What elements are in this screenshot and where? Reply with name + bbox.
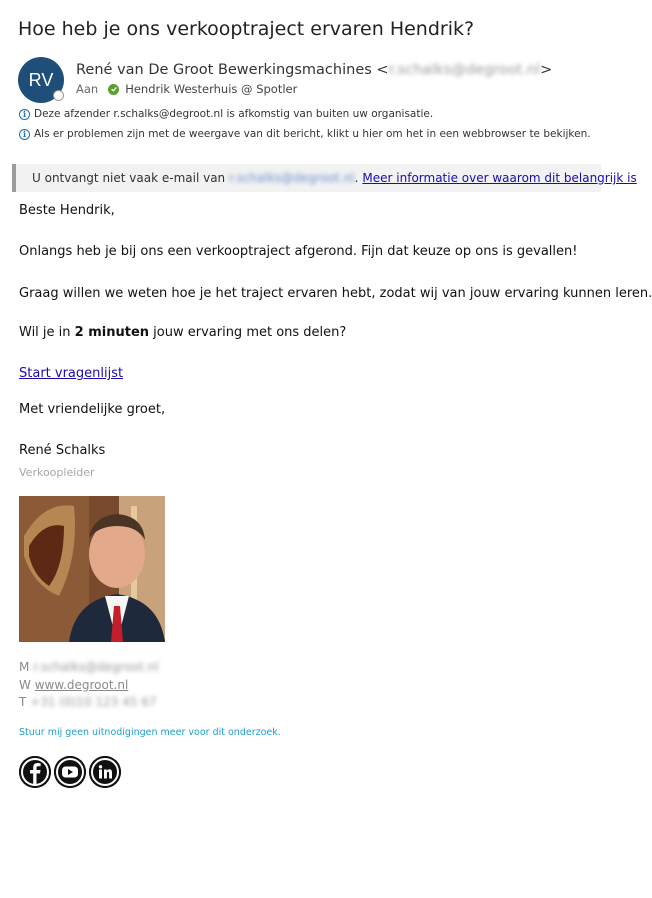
website-label: W [19,678,31,692]
check-icon [108,84,119,95]
contact-phone [19,695,156,709]
signer-role: Verkoopleider [19,466,95,479]
mobile-label: M [19,660,30,674]
first-contact-banner: U ontvangt niet vaak e-mail van r.schalks@degroot.nl . Meer informatie over waarom dit belangrijk is [12,164,601,192]
display-problem-text[interactable]: Als er problemen zijn met de weergave van dit bericht, klikt u hier om het in een webbrowser te bekijken. [34,128,591,140]
body-paragraph-1: Onlangs heb je bij ons een verkooptraject afgerond. Fijn dat keuze op ons is gevallen! [19,244,578,259]
website-link[interactable]: www.degroot.nl [34,678,129,692]
display-problem-notice[interactable] [19,128,591,140]
sender-bracket-close: > [540,62,553,78]
sender-name[interactable]: René van De Groot Bewerkingsmachines [76,62,372,78]
avatar-initials: RV [28,69,54,90]
contact-mobile [19,660,159,674]
mobile-value-masked: r.schalks@degroot.nl [33,660,159,674]
sender-email-masked: r.schalks@degroot.nl [388,62,541,78]
signer-photo [19,496,165,642]
contact-website [19,678,128,692]
presence-status-icon [53,90,64,101]
body-paragraph-2: Graag willen we weten hoe je het traject ervaren hebt, zodat wij van jouw ervaring kunnen leren. [19,286,652,301]
sender-line[interactable] [76,62,552,78]
closing: Met vriendelijke groet, [19,402,166,417]
start-survey-link[interactable]: Start vragenlijst [19,366,124,381]
linkedin-icon[interactable] [89,756,121,788]
recipient-name[interactable]: Hendrik Westerhuis @ Spotler [125,82,298,96]
banner-text: U ontvangt niet vaak e-mail van [32,171,226,185]
phone-label: T [19,695,27,709]
external-sender-notice [19,108,433,120]
phone-value-masked: +31 (0)10 123 45 67 [30,695,157,709]
info-icon: i [19,109,30,120]
p3-after: jouw ervaring met ons delen? [149,325,347,340]
banner-email-masked: r.schalks@degroot.nl [229,171,355,185]
recipient-line [76,82,297,96]
signer-name: René Schalks [19,443,106,458]
email-subject: Hoe heb je ons verkooptraject ervaren Hendrik? [18,18,475,40]
p3-bold: 2 minuten [74,325,150,340]
banner-info-link[interactable]: Meer informatie over waarom dit belangrijk is [362,171,637,185]
facebook-icon[interactable] [19,756,51,788]
body-paragraph-3 [19,325,346,340]
to-label: Aan [76,82,99,96]
cta-wrapper [19,366,123,381]
greeting: Beste Hendrik, [19,203,115,218]
youtube-icon[interactable] [54,756,86,788]
sender-bracket-open: < [376,62,389,78]
external-sender-text: Deze afzender r.schalks@degroot.nl is afkomstig van buiten uw organisatie. [34,108,434,120]
info-icon: i [19,129,30,140]
p3-before: Wil je in [19,325,75,340]
unsubscribe-link[interactable]: Stuur mij geen uitnodigingen meer voor dit onderzoek. [19,727,281,738]
